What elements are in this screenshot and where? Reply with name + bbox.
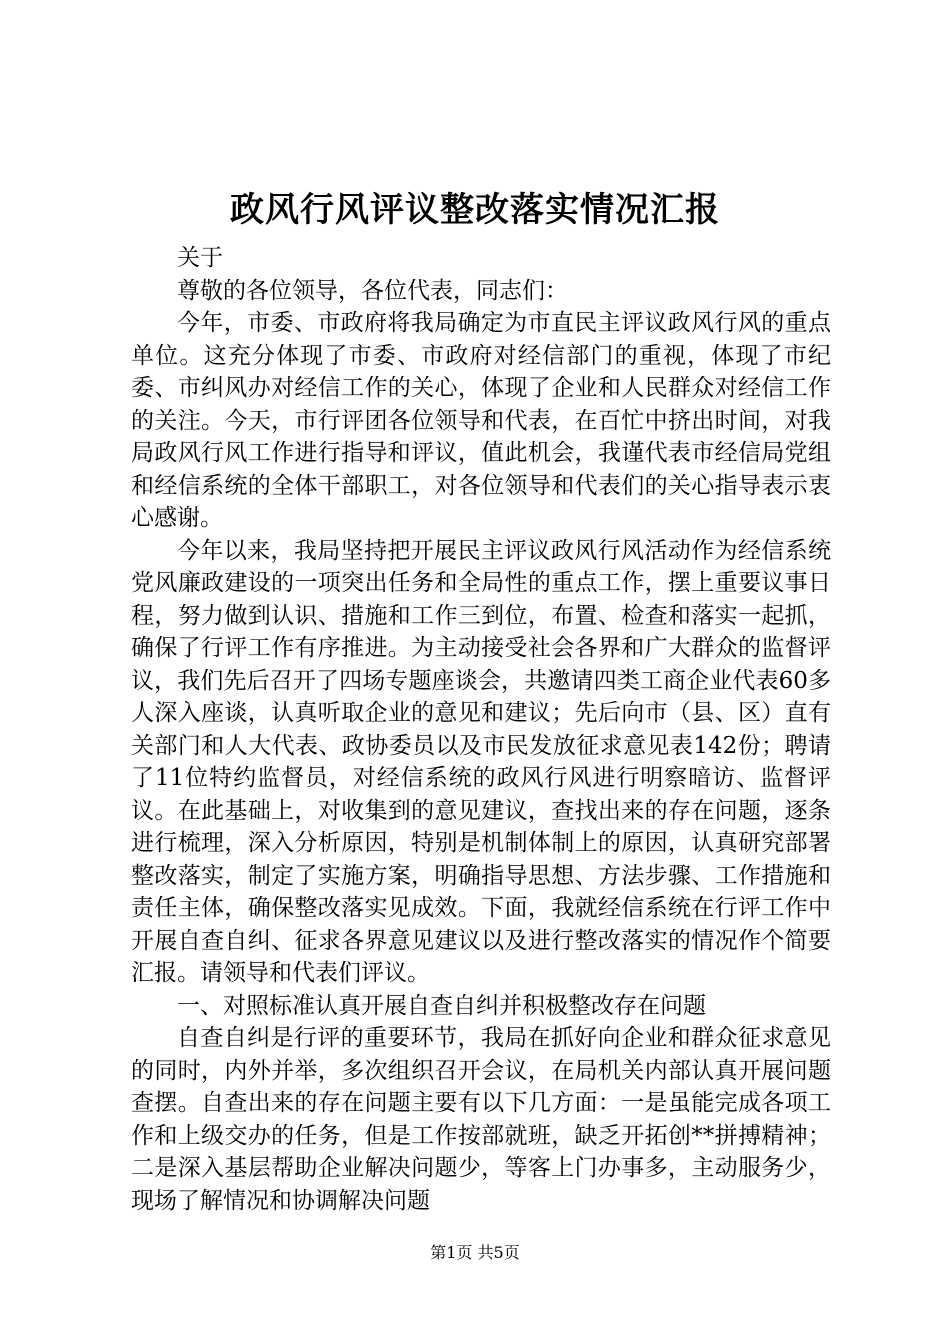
page-footer: 第1页 共5页 [430, 1243, 520, 1262]
paragraph-self-inspection: 自查自纠是行评的重要环节，我局在抓好向企业和群众征求意见的同时，内外并举，多次组织召开会议，在局机关内部认真开展问题查摆。自查出来的存在问题主要有以下几方面：一是虽能完成各项工作和上级交办的任务，但是工作按部就班，缺乏开拓创**拼搏精神；二是深入基层帮助企业解决问题少，等客上门办事多，主动服务少，现场了解情况和协调解决问题 [131, 1025, 831, 1214]
paragraph-heading-about: 关于 [177, 245, 223, 271]
document-title: 政风行风评议整改落实情况汇报 [230, 190, 720, 230]
section-heading-1: 一、对照标准认真开展自查自纠并积极整改存在问题 [177, 992, 706, 1019]
paragraph-salutation: 尊敬的各位领导，各位代表，同志们： [177, 277, 568, 304]
paragraph-work-summary: 今年以来，我局坚持把开展民主评议政风行风活动作为经信系统党风廉政建设的一项突出任务和全局性的重点工作，摆上重要议事日程，努力做到认识、措施和工作三到位，布置、检查和落实一起抓，确保了行评工作有序推进。为主动接受社会各界和广大群众的监督评议，我们先后召开了四场专题座谈会，共邀请四类工商企业代表60多人深入座谈，认真听取企业的意见和建议；先后向市（县、区）直有关部门和人大代表、政协委员以及市民发放征求意见表142份；聘请了11位特约监督员，对经信系统的政风行风进行明察暗访、监督评议。在此基础上，对收集到的意见建议，查找出来的存在问题，逐条进行梳理，深入分析原因，特别是机制体制上的原因，认真研究部署整改落实，制定了实施方案，明确指导思想、方法步骤、工作措施和责任主体，确保整改落实见成效。下面，我就经信系统在行评工作中开展自查自纠、征求各界意见建议以及进行整改落实的情况作个简要汇报。请领导和代表们评议。 [131, 537, 831, 986]
paragraph-intro: 今年，市委、市政府将我局确定为市直民主评议政风行风的重点单位。这充分体现了市委、市政府对经信部门的重视，体现了市纪委、市纠风办对经信工作的关心，体现了企业和人民群众对经信工作的关注。今天，市行评团各位领导和代表，在百忙中挤出时间，对我局政风行风工作进行指导和评议，值此机会，我谨代表市经信局党组和经信系统的全体干部职工，对各位领导和代表们的关心指导表示衷心感谢。 [131, 310, 831, 531]
document-body [131, 242, 831, 1217]
